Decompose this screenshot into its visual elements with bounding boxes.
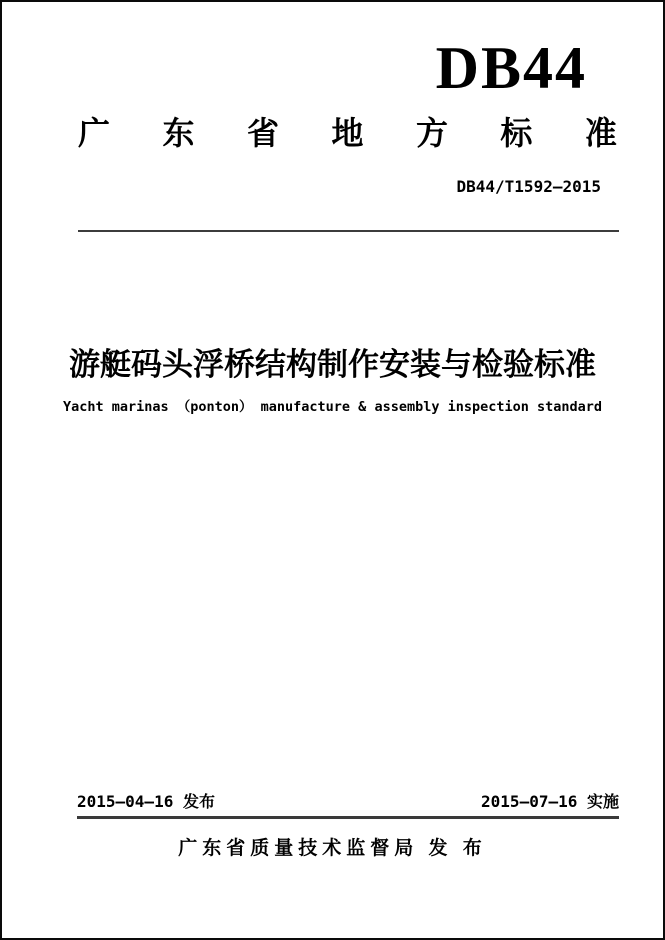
implementation-date: 2015—07—16 实施 (481, 792, 619, 811)
issue-date: 2015—04—16 发布 (77, 792, 215, 811)
standard-category: 广 东 省 地 方 标 准 (78, 115, 617, 151)
document-title-en: Yacht marinas （ponton） manufacture & assembly inspection standard (62, 399, 603, 415)
dates-row (77, 792, 619, 813)
db44-logo: DB44 (435, 35, 587, 101)
document-title-cn: 游艇码头浮桥结构制作安装与检验标准 (69, 347, 596, 382)
footer-rule-divider (77, 816, 619, 819)
publisher-line: 广东省质量技术监督局 发 布 (178, 838, 487, 859)
header-rule-divider (78, 230, 619, 232)
standard-number: DB44/T1592—2015 (456, 177, 601, 196)
